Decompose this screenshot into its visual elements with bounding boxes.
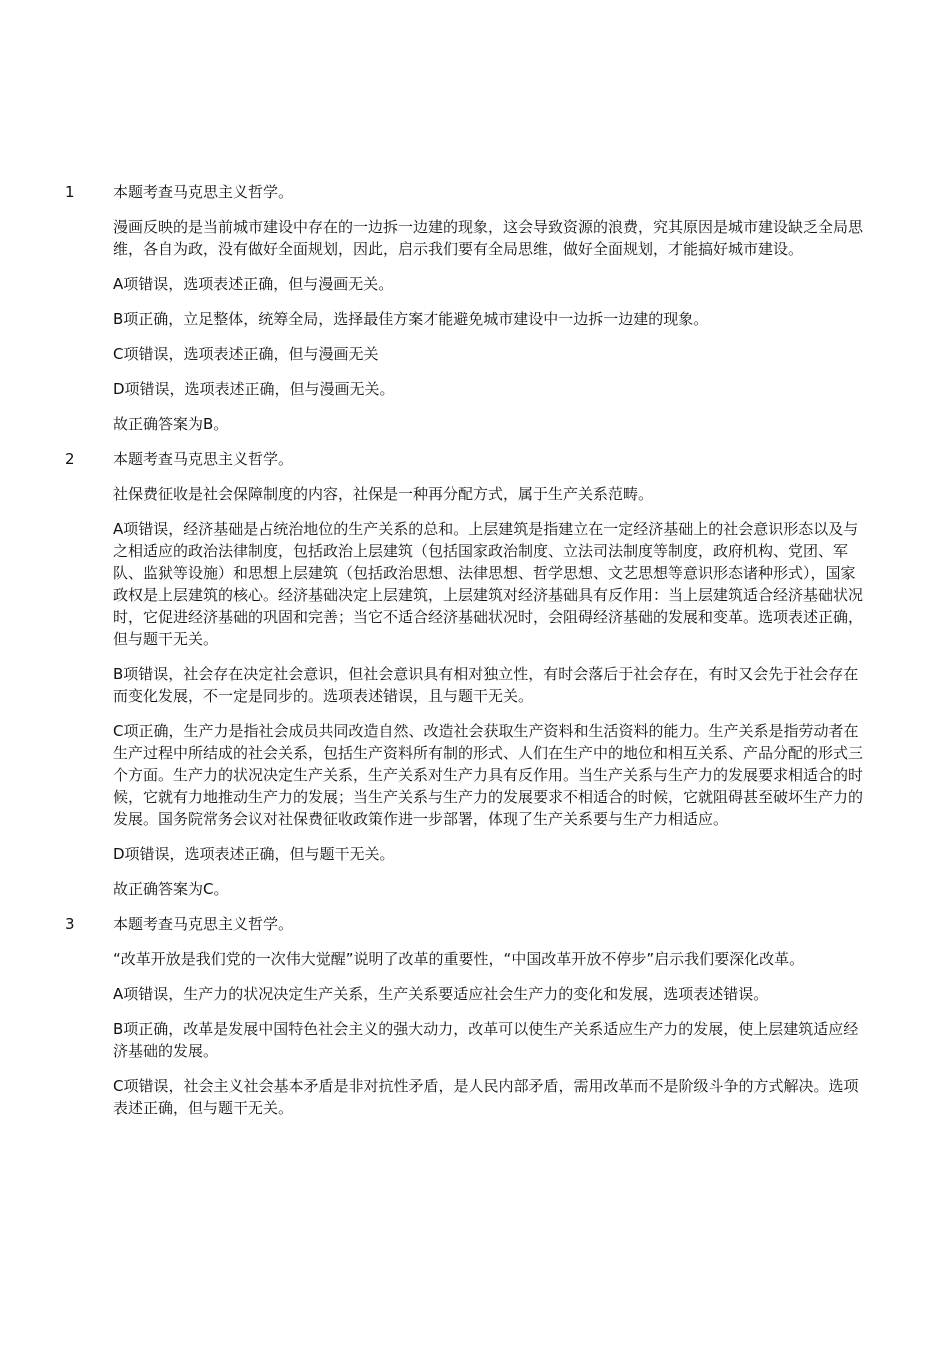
question-body xyxy=(113,913,865,1119)
question-topic: 本题考查马克思主义哲学。 xyxy=(113,183,294,201)
option-b-explanation: B项正确，立足整体，统筹全局，选择最佳方案才能避免城市建设中一边拆一边建的现象。 xyxy=(113,310,709,328)
question-body xyxy=(113,448,865,900)
question-3 xyxy=(0,913,950,1119)
option-a-explanation: A项错误，经济基础是占统治地位的生产关系的总和。上层建筑是指建立在一定经济基础上的社会意识形态以及与之相适应的政治法律制度，包括政治上层建筑（包括国家政治制度、立法司法制度等制度，政府机构、党团、军队、监狱等设施）和思想上层建筑（包括政治思想、法律思想、哲学思想、文艺思想等意识形态诸种形式），国家政权是上层建筑的核心。经济基础决定上层建筑，上层建筑对经济基础具有反作用：当上层建筑适合经济基础状况时，它促进经济基础的巩固和完善；当它不适合经济基础状况时，会阻碍经济基础的发展和变革。选项表述正确，但与题干无关。 xyxy=(113,520,864,648)
question-1 xyxy=(0,181,950,435)
option-a-explanation: A项错误，选项表述正确，但与漫画无关。 xyxy=(113,275,394,293)
question-number: 3 xyxy=(65,915,75,933)
option-c-explanation: C项错误，选项表述正确，但与漫画无关 xyxy=(113,345,379,363)
option-c-explanation: C项错误，社会主义社会基本矛盾是非对抗性矛盾，是人民内部矛盾，需用改革而不是阶级斗争的方式解决。选项表述正确，但与题干无关。 xyxy=(113,1077,859,1117)
correct-answer: 故正确答案为B。 xyxy=(113,415,229,433)
answer-explanations xyxy=(0,181,950,1132)
question-2 xyxy=(0,448,950,900)
question-analysis: “改革开放是我们党的一次伟大觉醒”说明了改革的重要性，“中国改革开放不停步”启示我们要深化改革。 xyxy=(113,950,805,968)
option-d-explanation: D项错误，选项表述正确，但与漫画无关。 xyxy=(113,380,395,398)
correct-answer: 故正确答案为C。 xyxy=(113,880,229,898)
question-analysis: 社保费征收是社会保障制度的内容，社保是一种再分配方式，属于生产关系范畴。 xyxy=(113,485,654,503)
option-c-explanation: C项正确，生产力是指社会成员共同改造自然、改造社会获取生产资料和生活资料的能力。生产关系是指劳动者在生产过程中所结成的社会关系，包括生产资料所有制的形式、人们在生产中的地位和相互关系、产品分配的形式三个方面。生产力的状况决定生产关系，生产关系对生产力具有反作用。当生产关系与生产力的发展要求相适合的时候，它就有力地推动生产力的发展；当生产关系与生产力的发展要求不相适合的时候，它就阻碍甚至破坏生产力的发展。国务院常务会议对社保费征收政策作进一步部署，体现了生产关系要与生产力相适应。 xyxy=(113,722,864,828)
question-analysis: 漫画反映的是当前城市建设中存在的一边拆一边建的现象，这会导致资源的浪费，究其原因是城市建设缺乏全局思维，各自为政，没有做好全面规划，因此，启示我们要有全局思维，做好全面规划，才能搞好城市建设。 xyxy=(113,218,864,258)
question-topic: 本题考查马克思主义哲学。 xyxy=(113,915,294,933)
option-d-explanation: D项错误，选项表述正确，但与题干无关。 xyxy=(113,845,395,863)
question-number: 1 xyxy=(65,183,75,201)
question-topic: 本题考查马克思主义哲学。 xyxy=(113,450,294,468)
option-a-explanation: A项错误，生产力的状况决定生产关系，生产关系要适应社会生产力的变化和发展，选项表述错误。 xyxy=(113,985,769,1003)
option-b-explanation: B项错误，社会存在决定社会意识，但社会意识具有相对独立性，有时会落后于社会存在，有时又会先于社会存在而变化发展，不一定是同步的。选项表述错误，且与题干无关。 xyxy=(113,665,859,705)
question-body xyxy=(113,181,865,435)
question-number: 2 xyxy=(65,450,75,468)
option-b-explanation: B项正确，改革是发展中国特色社会主义的强大动力，改革可以使生产关系适应生产力的发展，使上层建筑适应经济基础的发展。 xyxy=(113,1020,859,1060)
